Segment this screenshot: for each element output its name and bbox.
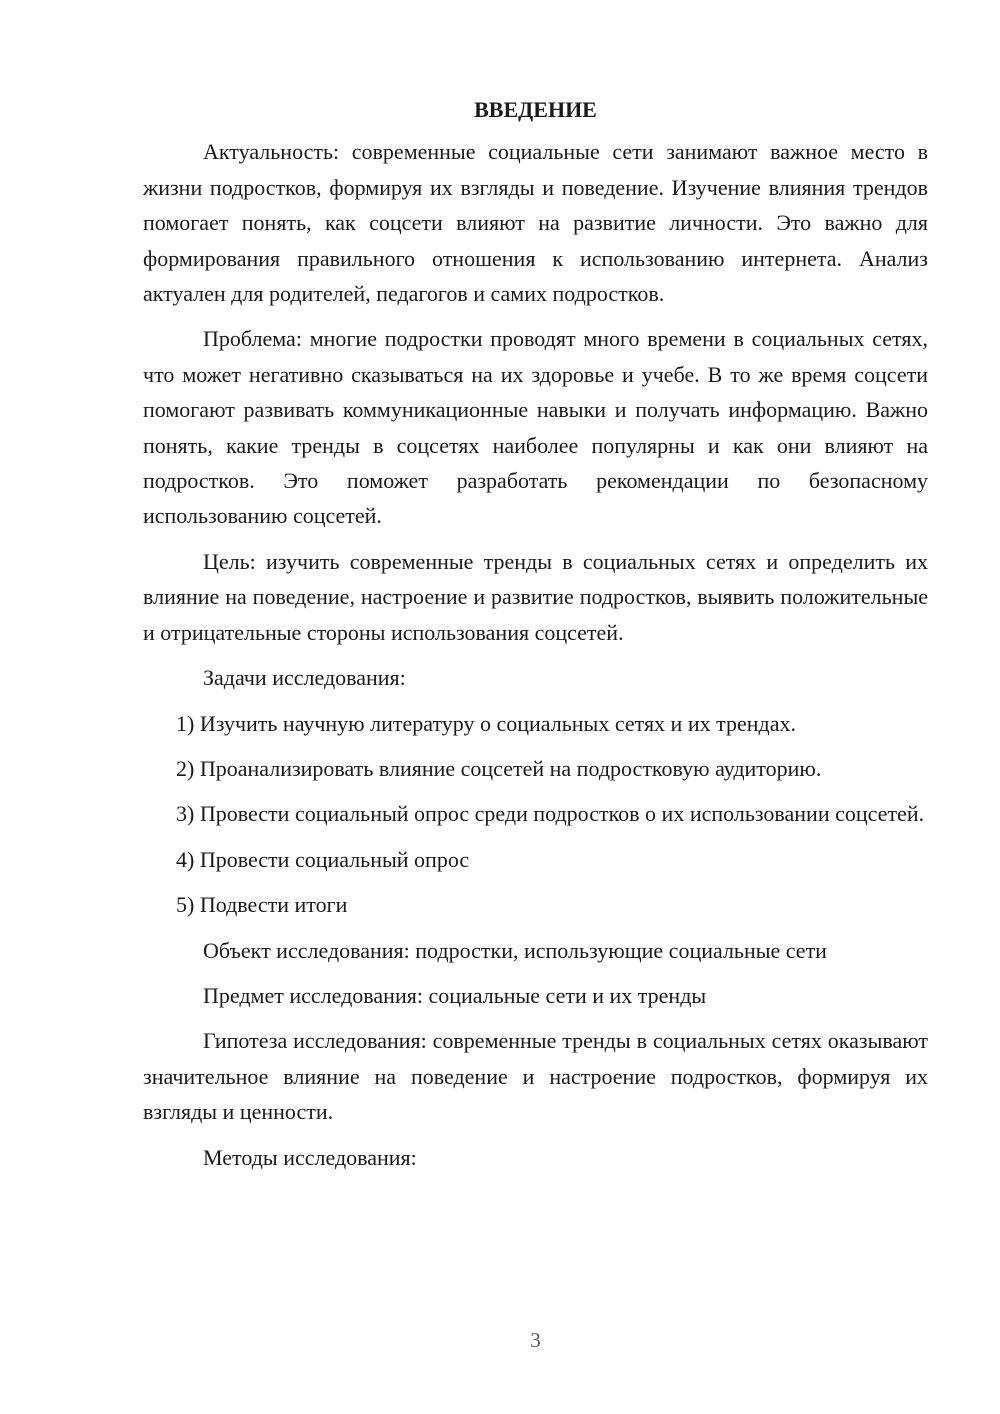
page-number: 3 (530, 1328, 541, 1352)
task-item-5: 5) Подвести итоги (176, 892, 348, 918)
paragraph-hypothesis: Гипотеза исследования: современные тренды в социальных сетях оказывают значительное влияние на поведение и настроение подростков, формируя их взгляды и ценности. (143, 1028, 928, 1125)
task-item-2: 2) Проанализировать влияние соцсетей на подростковую аудиторию. (176, 755, 822, 781)
task-item-3: 3) Провести социальный опрос среди подростков о их использовании соцсетей. (176, 801, 925, 827)
paragraph-object: Объект исследования: подростки, использующие социальные сети (203, 937, 827, 963)
tasks-heading: Задачи исследования: (203, 665, 406, 691)
methods-heading: Методы исследования: (203, 1144, 417, 1170)
paragraph-goal: Цель: изучить современные тренды в социальных сетях и определить их влияние на поведение, настроение и развитие подростков, выявить положительные и отрицательные стороны использования соцсетей. (143, 548, 928, 645)
task-item-4: 4) Провести социальный опрос (176, 846, 470, 872)
paragraph-relevance: Актуальность: современные социальные сети занимают важное место в жизни подростков, формируя их взгляды и поведение. Изучение влияния трендов помогает понять, как соцсети влияют на развитие личности. Это важно для формирования правильного отношения к использованию интернета. Анализ актуален для родителей, педагогов и самих подростков. (143, 139, 928, 307)
page-title: ВВЕДЕНИЕ (474, 97, 597, 122)
task-item-1: 1) Изучить научную литературу о социальных сетях и их трендах. (176, 710, 796, 736)
document-page (143, 92, 928, 1185)
paragraph-subject: Предмет исследования: социальные сети и их тренды (203, 982, 707, 1008)
paragraph-problem: Проблема: многие подростки проводят много времени в социальных сетях, что может негативно сказываться на их здоровье и учебе. В то же время соцсети помогают развивать коммуникационные навыки и получать информацию. Важно понять, какие тренды в соцсетях наиболее популярны и как они влияют на подростков. Это поможет разработать рекомендации по безопасному использованию соцсетей. (143, 326, 928, 529)
